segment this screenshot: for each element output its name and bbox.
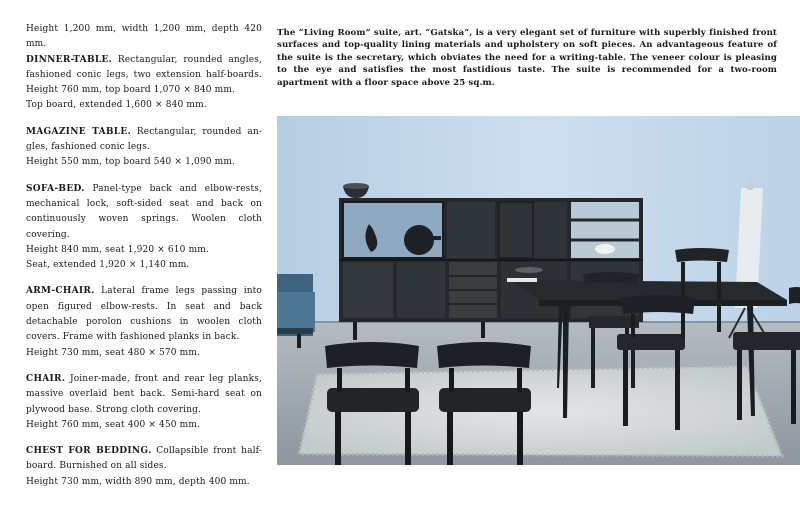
specifications-column [26,22,262,490]
spec-line: Lateral frame legs passing into [101,286,262,297]
spec-title: SOFA-BED. [26,183,85,194]
spec-title: MAGAZINE TABLE. [26,126,132,137]
spec-magazine-table [26,125,262,171]
spec-chair [26,372,262,433]
spec-sofa-bed [26,182,262,274]
spec-line: open figured elbow-rests. In seat and back [26,301,262,312]
spec-title: CHEST FOR BEDDING. [26,446,152,457]
spec-line: Panel-type back and elbow-rests, [92,183,262,194]
spec-arm-chair [26,284,262,360]
spec-line: Collapsible front half- [156,446,262,457]
spec-line: covering. [26,229,70,240]
suite-description: The “Living Room” suite, art. “Gatska”, is a very elegant set of furniture with superbly finished front surfaces and top-quality lining materials and upholstery on soft pieces. An advantageous feature of the suite is the secretary, which obviates the need for a writing-table. The veneer colour is pleasing to the eye and satisfies the most fastidious taste. The suite is recommended for a two-room apartment with a floor space above 25 sq.m. [277,28,777,88]
spec-line: continuously woven springs. Woolen cloth [26,214,262,225]
spec-line: mechanical lock, soft-sided seat and back on [26,198,262,209]
spec-line: Height 760 mm, seat 400 × 450 mm. [26,419,201,430]
spec-line: Seat, extended 1,920 × 1,140 mm. [26,260,190,271]
spec-secretary [26,22,262,53]
spec-line: Joiner-made, front and rear leg planks, [69,373,262,384]
spec-line: Height 760 mm, top board 1,070 × 840 mm. [26,85,236,96]
spec-line: Height 730 mm, width 890 mm, depth 400 mm. [26,476,250,487]
spec-line: detachable porolon cushions in woolen cloth [26,317,262,328]
spec-line: covers. Frame with fashioned planks in back. [26,332,240,343]
spec-title: CHAIR. [26,373,66,384]
spec-line: Height 840 mm, seat 1,920 × 610 mm. [26,244,209,255]
spec-line: Rectangular, rounded angles, [117,54,263,65]
spec-title: ARM-CHAIR. [26,286,95,297]
spec-chest-for-bedding [26,444,262,490]
spec-line: board. Burnished on all sides. [26,461,167,472]
living-room-illustration [277,116,800,465]
spec-line: fashioned conic legs, two extension half-boards. [26,69,262,80]
spec-title: DINNER-TABLE. [26,54,113,65]
spec-line: Height 1,200 mm, width 1,200 mm, depth 420 mm. [26,24,262,50]
spec-line: Height 550 mm, top board 540 × 1,090 mm. [26,157,236,168]
spec-line: Rectangular, rounded an- [136,126,263,137]
spec-line: Top board, extended 1,600 × 840 mm. [26,100,207,111]
spec-line: plywood base. Strong cloth covering. [26,404,202,415]
spec-dinner-table [26,53,262,114]
living-room-photo [277,116,800,465]
spec-line: massive overlaid bent back. Semi-hard seat on [26,389,262,400]
spec-line: gles, fashioned conic legs. [26,142,150,153]
spec-line: Height 730 mm, seat 480 × 570 mm. [26,347,201,358]
